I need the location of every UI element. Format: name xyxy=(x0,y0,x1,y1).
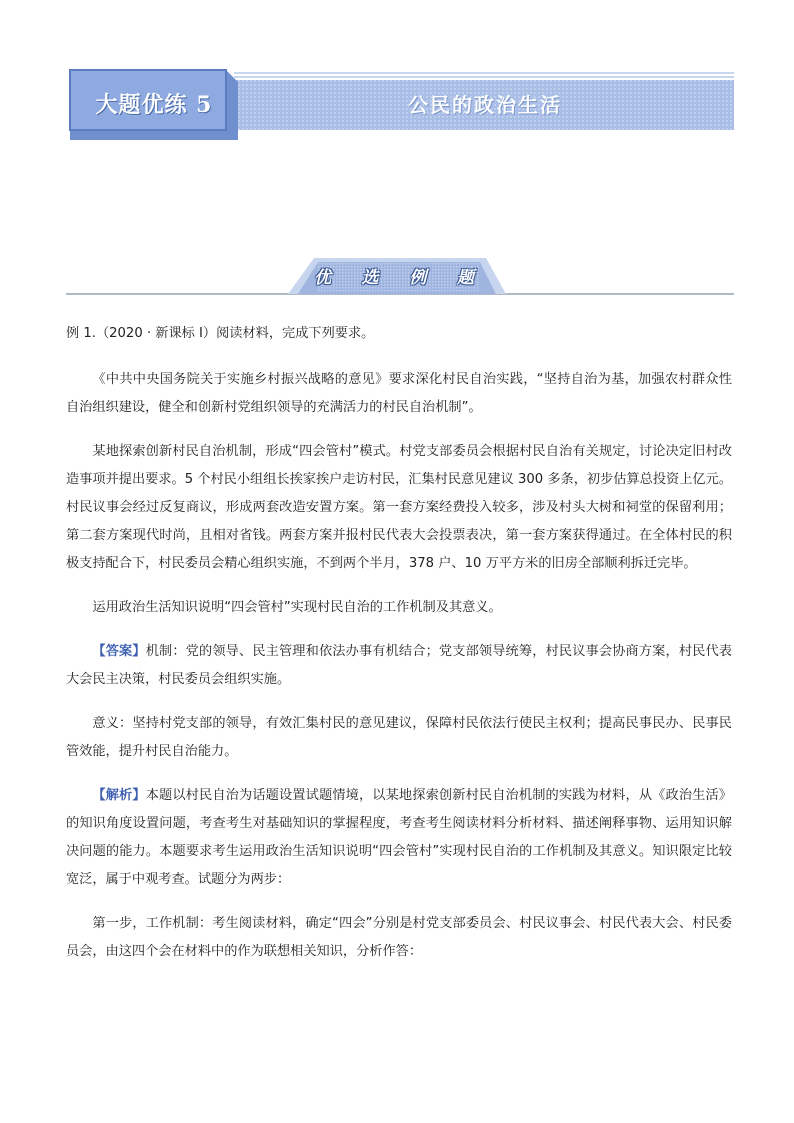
question-prompt: 运用政治生活知识说明“四会管村”实现村民自治的工作机制及其意义。 xyxy=(92,600,502,615)
answer-mechanism-text: 机制：党的领导、民主管理和依法办事有机结合；党支部领导统筹，村民议事会协商方案，村民代表大会民主决策，村民委员会组织实施。 xyxy=(66,644,732,687)
section-heading xyxy=(66,254,734,296)
analysis-step-1: 第一步，工作机制：考生阅读材料，确定“四会”分别是村党支部委员会、村民议事会、村民代表大会、村民委员会，由这四个会在材料中的作为联想相关知识，分析作答： xyxy=(66,916,732,959)
answer-significance: 意义：坚持村党支部的领导，有效汇集村民的意见建议，保障村民依法行使民主权利；提高民事民办、民事民管效能，提升村民自治能力。 xyxy=(66,716,732,759)
header-banner xyxy=(66,68,734,142)
answer-mechanism xyxy=(66,638,732,694)
material-paragraph-2: 某地探索创新村民自治机制，形成“四会管村”模式。村党支部委员会根据村民自治有关规定，讨论决定旧村改造事项并提出要求。5 个村民小组组长挨家挨户走访村民，汇集村民意见建议 300 多条，初步估算总投资上亿元。村民议事会经过反复商议，形成两套改造安置方案。第一套方案经费投入较多，涉及村头大树和祠堂的保留利用；第二套方案现代时尚，且相对省钱。两套方案并报村民代表大会投票表决，第一套方案获得通过。在全体村民的积极支持配合下，村民委员会精心组织实施，不到两个半月，378 户、10 万平方米的旧房全部顺利拆迁完毕。 xyxy=(66,444,732,571)
banner-label: 大题优练 5 xyxy=(95,92,213,118)
answer-tag: 【答案】 xyxy=(92,644,146,659)
question-line: 例 1.（2020 · 新课标 I）阅读材料，完成下列要求。 xyxy=(66,326,375,341)
section-char: 优 xyxy=(314,267,331,288)
analysis-paragraph xyxy=(66,782,732,894)
analysis-text: 本题以村民自治为话题设置试题情境，以某地探索创新村民自治机制的实践为材料，从《政治生活》的知识角度设置问题，考查考生对基础知识的掌握程度，考查考生阅读材料分析材料、描述阐释事物、运用知识解决问题的能力。本题要求考生运用政治生活知识说明“四会管村”实现村民自治的工作机制及其意义。知识限定比较宽泛，属于中观考查。试题分为两步： xyxy=(66,788,732,887)
section-char: 题 xyxy=(456,267,474,288)
page-title: 公民的政治生活 xyxy=(408,93,562,117)
section-char: 选 xyxy=(361,267,379,288)
material-paragraph-1: 《中共中央国务院关于实施乡村振兴战略的意见》要求深化村民自治实践，“坚持自治为基，加强农村群众性自治组织建设，健全和创新村党组织领导的充满活力的村民自治机制”。 xyxy=(66,372,732,415)
section-char: 例 xyxy=(409,267,427,288)
analysis-tag: 【解析】 xyxy=(92,788,146,803)
document-body xyxy=(66,320,732,982)
section-title xyxy=(314,262,474,288)
